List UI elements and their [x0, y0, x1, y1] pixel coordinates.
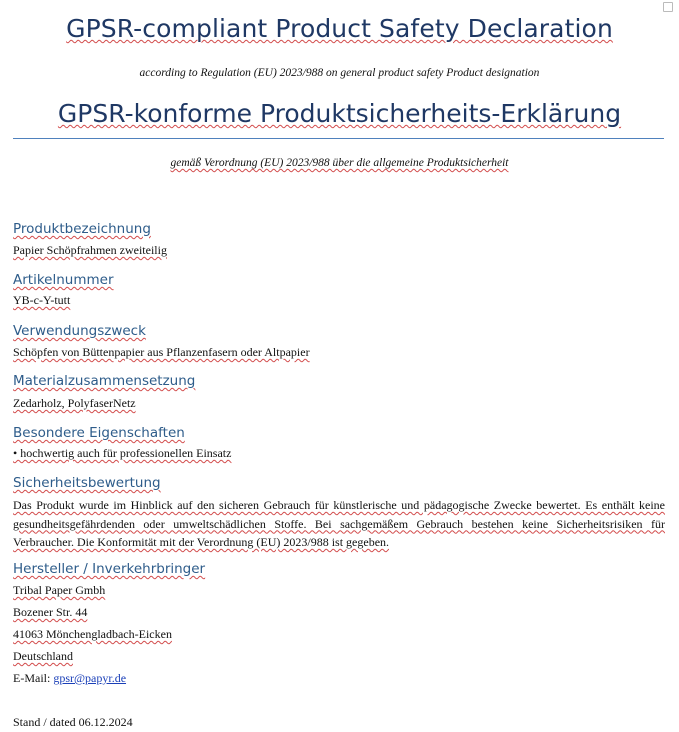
- title-english: [0, 14, 679, 43]
- manufacturer-country: Deutschland: [13, 649, 73, 663]
- text-article-number: YB-c-Y-tutt: [13, 293, 71, 307]
- heading-safety-assessment: Sicherheitsbewertung: [13, 475, 161, 491]
- manufacturer-email-line: [13, 671, 126, 686]
- email-link[interactable]: gpsr@papyr.de: [53, 671, 127, 685]
- heading-article-number: Artikelnummer: [13, 272, 114, 288]
- document-date: Stand / dated 06.12.2024: [13, 715, 133, 729]
- heading-product-designation: Produktbezeichnung: [13, 221, 151, 237]
- text-product-designation: Papier Schöpfrahmen zweiteilig: [13, 243, 167, 257]
- title-english-text: GPSR-compliant Product Safety Declaration: [66, 14, 613, 43]
- subtitle-english: according to Regulation (EU) 2023/988 on general product safety Product designation: [139, 67, 540, 79]
- manufacturer-street: Bozener Str. 44: [13, 605, 88, 619]
- subtitle-german-text: gemäß Verordnung (EU) 2023/988 über die allgemeine Produktsicherheit: [170, 157, 509, 169]
- text-safety-assessment: Das Produkt wurde im Hinblick auf den sicheren Gebrauch für künstlerische und pädagogische Zwecke bewertet. Es enthält keine gesundheitsgefährdenden oder umweltschädlichen Stoffe. Bei sachgemäßem Gebrauch bestehen keine Sicherheitsrisiken für Verbraucher. Die Konformität mit der Verordnung (EU) 2023/988 ist gegeben.: [13, 498, 665, 549]
- title-divider: [13, 138, 664, 139]
- page-corner-icon: [663, 2, 673, 12]
- manufacturer-city: 41063 Mönchengladbach-Eicken: [13, 627, 172, 641]
- heading-intended-use: Verwendungszweck: [13, 323, 146, 339]
- text-intended-use: Schöpfen von Büttenpapier aus Pflanzenfasern oder Altpapier: [13, 345, 310, 359]
- subtitle-german: [0, 157, 679, 169]
- title-german: [0, 99, 679, 128]
- heading-special-properties: Besondere Eigenschaften: [13, 425, 185, 441]
- heading-material: Materialzusammensetzung: [13, 373, 196, 389]
- text-special-properties: • hochwertig auch für professionellen Einsatz: [13, 446, 232, 460]
- title-german-text: GPSR-konforme Produktsicherheits-Erklärung: [57, 99, 622, 128]
- text-material: Zedarholz, PolyfaserNetz: [13, 396, 136, 410]
- email-label: E-Mail:: [13, 671, 54, 685]
- heading-manufacturer: Hersteller / Inverkehrbringer: [13, 561, 206, 577]
- manufacturer-name: Tribal Paper Gmbh: [13, 583, 106, 597]
